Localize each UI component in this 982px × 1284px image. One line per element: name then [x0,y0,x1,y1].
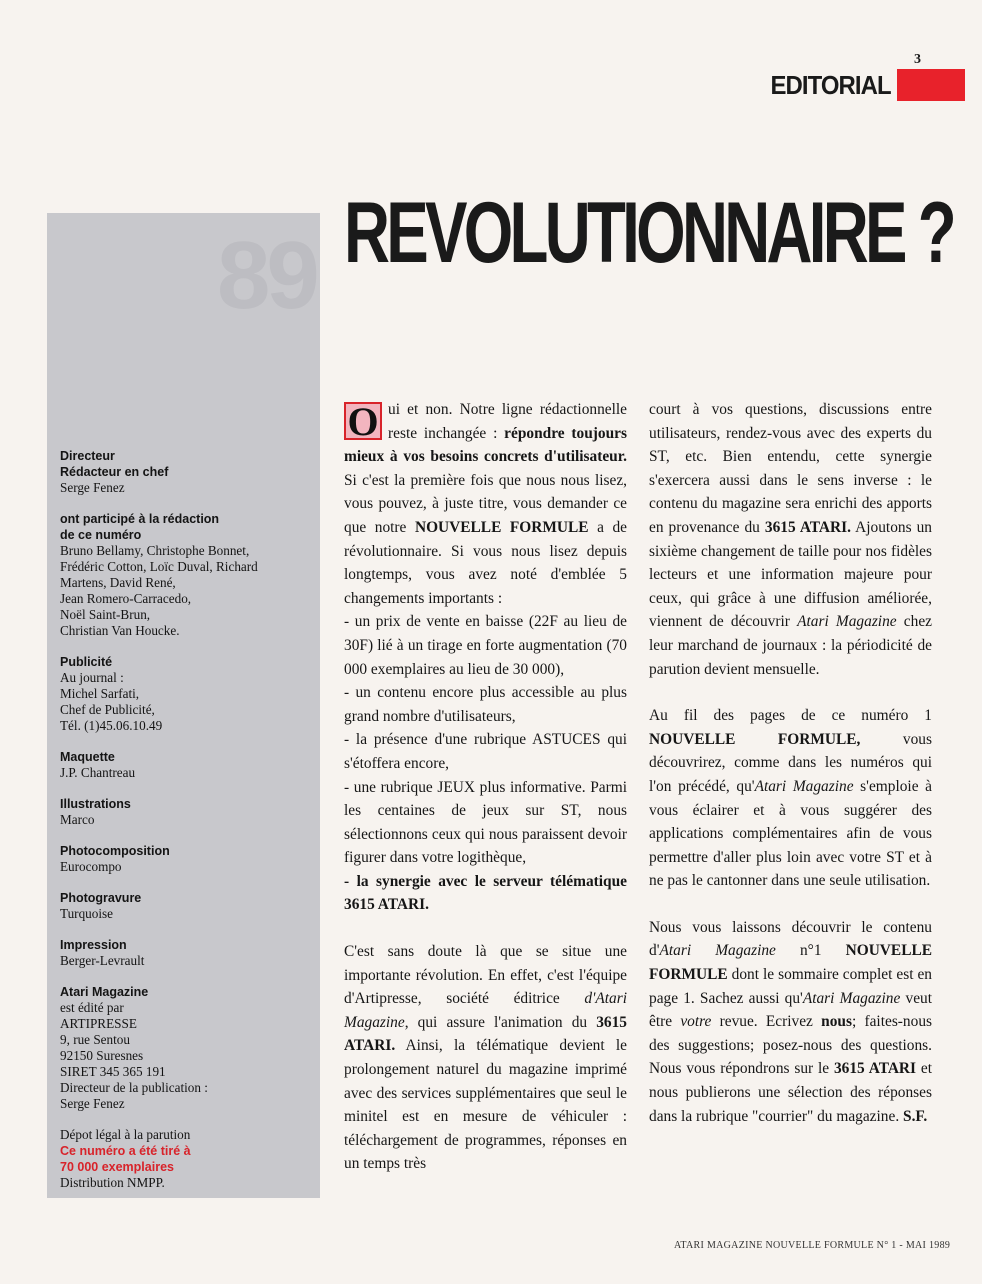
credit-heading: Publicité [60,655,113,669]
credit-heading: Atari Magazine [60,985,149,999]
credit-heading: ont participé à la rédaction [60,512,220,526]
credit-line: est édité par [60,1000,124,1015]
credit-heading: Maquette [60,750,115,764]
credit-line: Martens, David René, [60,575,176,590]
credit-block [60,511,312,639]
article-column-1 [344,398,627,1176]
print-run: 70 000 exemplaires [60,1160,174,1174]
credit-line: Tél. (1)45.06.10.49 [60,718,163,733]
credit-heading: Rédacteur en chef [60,465,169,479]
list-item: - une rubrique JEUX plus informative. Parmi les centaines de jeux sur ST, nous sélectionnons ceux qui nous paraissent devoir figurer dans votre logithèque, [344,778,627,867]
list-item: - la présence d'une rubrique ASTUCES qui s'étoffera encore, [344,731,627,772]
credit-heading: Photogravure [60,891,142,905]
article-column-2 [649,398,932,1128]
section-header [760,68,965,102]
sidebar-watermark: 89 [217,222,316,329]
credit-line: Serge Fenez [60,1096,125,1111]
credit-heading: de ce numéro [60,528,142,542]
distribution: Distribution NMPP. [60,1175,165,1190]
credit-block [60,796,312,828]
article-paragraph: O ui et non. Notre ligne rédactionnelle reste inchangée : répondre toujours mieux à vos besoins concrets d'utilisateur. Si c'est la première fois que nous nous lisez, vous pouvez, à juste titre, vous demander ce que notre NOUVELLE FORMULE a de révolutionnaire. Si vous nous lisez depuis longtemps, vous avez noté d'emblée 5 changements importants : [344,399,627,607]
credit-line: Christian Van Houcke. [60,623,180,638]
credit-line: J.P. Chantreau [60,765,136,780]
legal-deposit: Dépot légal à la parution [60,1127,191,1142]
masthead-credits [60,448,312,1198]
article-paragraph: Nous vous laissons découvrir le contenu d'Atari Magazine n°1 NOUVELLE FORMULE dont le sommaire complet est en page 1. Sachez aussi qu'Atari Magazine veut être votre revue. Ecrivez nous; faites-nous des suggestions; posez-nous des questions. Nous vous répondrons sur le 3615 ATARI et nous publierons une sélection des réponses dans la rubrique "courrier" du magazine. S.F. [649,918,933,1125]
credit-line: 9, rue Sentou [60,1032,130,1047]
article-paragraph: court à vos questions, discussions entre utilisateurs, rendez-vous avec des experts du ST, etc. Bien entendu, cette synergie s'exercera aussi dans le sens inverse : le contenu du magazine sera enrichi des apports en provenance du 3615 ATARI. Ajoutons un sixième changement de taille pour nos fidèles lecteurs et une information majeure pour ceux, qui grâce à une diffusion améliorée, viennent de découvrir Atari Magazine chez leur marchand de journaux : la périodicité de parution devient mensuelle. [649,401,932,678]
credit-line: Michel Sarfati, [60,686,140,701]
credit-line: Frédéric Cotton, Loïc Duval, Richard [60,559,258,574]
credit-heading: Illustrations [60,797,131,811]
list-item: - la synergie avec le serveur télématique 3615 ATARI. [344,872,627,914]
credit-line: 92150 Suresnes [60,1048,144,1063]
list-item: - un contenu encore plus accessible au plus grand nombre d'utilisateurs, [344,684,627,725]
credit-line: Marco [60,812,95,827]
credit-heading: Directeur [60,449,115,463]
credit-heading: Photocomposition [60,844,170,858]
article-paragraph: C'est sans doute là que se situe une importante révolution. En effet, c'est l'équipe d'Artipresse, société éditrice d'Atari Magazine, qui assure l'animation du 3615 ATARI. Ainsi, la télématique devient le prolongement naturel du magazine imprimé avec des services supplémentaires que seul le minitel est en mesure de véhiculer : téléchargement de programmes, réponses en un temps très [344,943,627,1173]
credit-block [60,937,312,969]
list-item: - un prix de vente en baisse (22F au lieu de 30F) lié à un tirage en forte augmentation (70 000 exemplaires au lieu de 30 000), [344,613,627,678]
credit-line: Eurocompo [60,859,122,874]
credit-line: Chef de Publicité, [60,702,155,717]
headline: REVOLUTIONNAIRE ? [344,185,953,281]
credit-line: SIRET 345 365 191 [60,1064,166,1079]
print-run: Ce numéro a été tiré à [60,1144,191,1158]
article-paragraph: Au fil des pages de ce numéro 1 NOUVELLE FORMULE, vous découvrirez, comme dans les numéros qui l'on précédé, qu'Atari Magazine s'emploie à vous éclairer et à vous suggérer des applications complémentaires afin de vous permettre d'aller plus loin avec votre ST et à ne pas le cantonner dans une seule utilisation. [649,707,932,890]
page-number: 3 [914,52,921,67]
credit-line: Turquoise [60,906,114,921]
credit-block [60,749,312,781]
masthead-sidebar [47,213,320,1198]
credit-line: Directeur de la publication : [60,1080,208,1095]
credit-block [60,843,312,875]
credit-line: ARTIPRESSE [60,1016,137,1031]
credit-line: Serge Fenez [60,480,125,495]
section-accent-bar [897,69,965,101]
credit-heading: Impression [60,938,127,952]
page-footer: ATARI MAGAZINE NOUVELLE FORMULE N° 1 - MAI 1989 [674,1240,951,1251]
credit-block [60,654,312,734]
credit-block [60,984,312,1112]
credit-line: Jean Romero-Carracedo, [60,591,192,606]
credit-line: Noël Saint-Brun, [60,607,151,622]
legal-block [60,1127,312,1191]
credit-line: Au journal : [60,670,124,685]
credit-line: Bruno Bellamy, Christophe Bonnet, [60,543,250,558]
credit-block [60,890,312,922]
credit-block [60,448,312,496]
drop-cap: O [344,402,382,440]
credit-line: Berger-Levrault [60,953,145,968]
section-title: EDITORIAL [770,69,891,100]
